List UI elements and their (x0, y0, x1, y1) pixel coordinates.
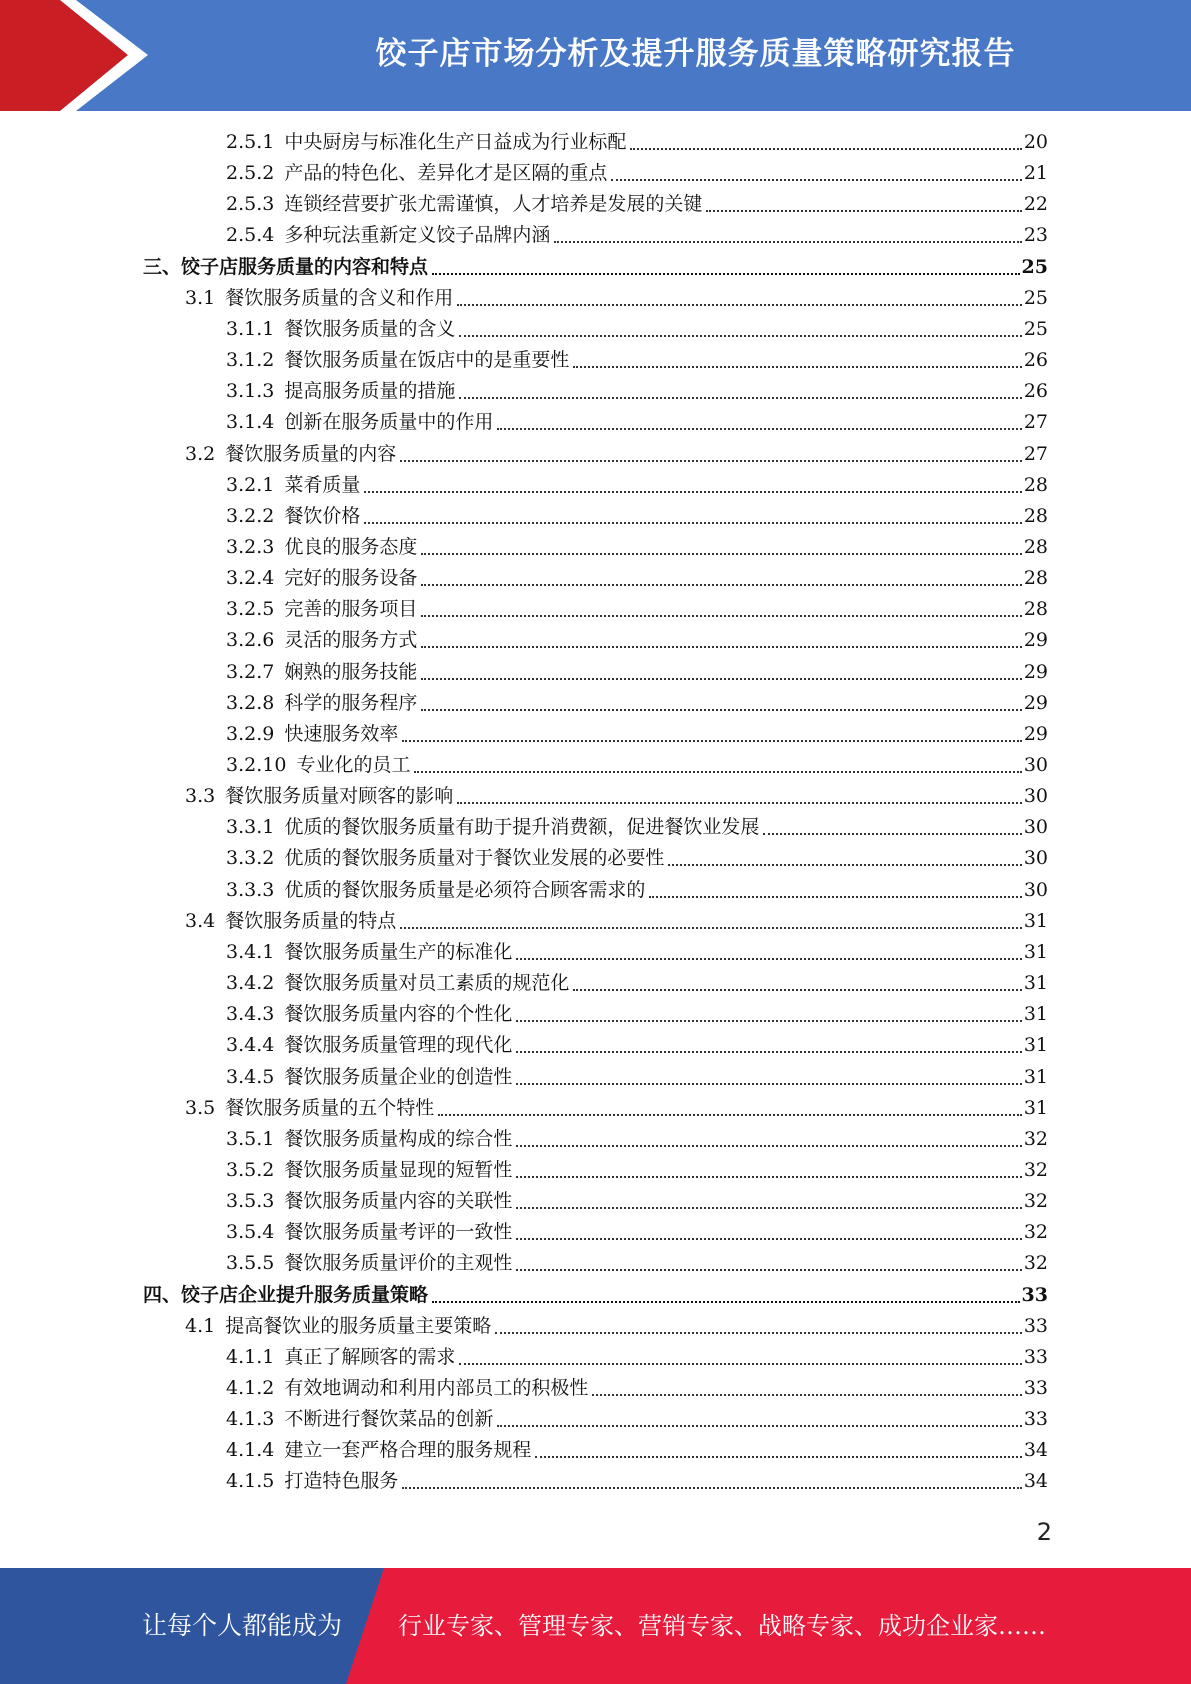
toc-entry-page: 29 (1023, 629, 1048, 652)
toc-entry-number: 3.1.1 (226, 317, 275, 340)
toc-entry-title: 餐饮服务质量构成的综合性 (284, 1127, 513, 1150)
toc-entry-page: 32 (1023, 1127, 1048, 1150)
toc-entry-number: 2.5.4 (226, 224, 275, 247)
toc-entry-number: 3.4.3 (226, 1003, 275, 1026)
toc-entry-title: 餐饮服务质量考评的一致性 (284, 1221, 513, 1244)
toc-entry[interactable] (226, 1435, 1048, 1466)
toc-entry-number: 3.1.3 (226, 380, 275, 403)
toc-entry[interactable] (226, 470, 1048, 501)
toc-dot-leader (364, 491, 1021, 493)
toc-entry-number: 3.2 (185, 442, 216, 465)
toc-entry-page: 25 (1021, 255, 1048, 278)
toc-entry[interactable] (226, 1030, 1048, 1061)
toc-entry[interactable] (226, 376, 1048, 407)
toc-entry-page: 31 (1023, 940, 1048, 963)
toc-entry[interactable] (226, 1342, 1048, 1373)
toc-entry-title: 餐饮服务质量企业的创造性 (284, 1065, 513, 1088)
toc-entry-title: 餐饮服务质量的五个特性 (225, 1096, 435, 1119)
toc-entry-title: 菜肴质量 (284, 473, 361, 496)
toc-entry-page: 21 (1023, 162, 1048, 185)
toc-entry-number: 3.5.4 (226, 1221, 275, 1244)
toc-entry[interactable] (185, 1093, 1048, 1124)
toc-entry-number: 3.5.5 (226, 1252, 275, 1275)
toc-entry[interactable] (226, 1062, 1048, 1093)
toc-entry-number: 3.2.6 (226, 629, 275, 652)
toc-dot-leader (495, 1332, 1022, 1334)
toc-entry-title: 优质的餐饮服务质量有助于提升消费额，促进餐饮业发展 (284, 816, 760, 839)
toc-entry-page: 30 (1023, 847, 1048, 870)
toc-entry-number: 3.2.9 (226, 722, 275, 745)
footer-slogan-right: 行业专家、管理专家、营销专家、战略专家、成功企业家…… (398, 1612, 1046, 1640)
toc-entry-page: 25 (1023, 317, 1048, 340)
toc-entry-number: 3.4.4 (226, 1034, 275, 1057)
toc-entry-page: 33 (1023, 1377, 1048, 1399)
toc-entry-number: 3.1.2 (226, 349, 275, 372)
toc-entry-page: 28 (1023, 535, 1048, 558)
toc-entry[interactable] (226, 563, 1048, 594)
toc-entry-page: 30 (1023, 754, 1048, 776)
toc-entry-page: 32 (1023, 1190, 1048, 1213)
toc-entry[interactable] (226, 625, 1048, 656)
toc-entry-number: 3.4.5 (226, 1065, 275, 1088)
toc-dot-leader (516, 1145, 1021, 1147)
toc-dot-leader (497, 1425, 1021, 1427)
toc-entry[interactable] (226, 937, 1048, 968)
toc-dot-leader (516, 1238, 1021, 1240)
toc-entry[interactable] (143, 1280, 1048, 1311)
toc-entry-title: 餐饮服务质量对员工素质的规范化 (284, 972, 570, 995)
toc-entry-title: 专业化的员工 (296, 754, 411, 776)
toc-entry-title: 完好的服务设备 (284, 567, 418, 590)
toc-entry-number: 3.2.4 (226, 567, 275, 590)
toc-entry-number: 3.3.3 (226, 878, 275, 901)
toc-dot-leader (497, 428, 1021, 430)
toc-entry-page: 27 (1023, 442, 1048, 465)
toc-entry-title: 优质的餐饮服务质量是必须符合顾客需求的 (284, 878, 646, 901)
toc-dot-leader (573, 989, 1021, 991)
toc-entry-number: 4.1.2 (226, 1377, 275, 1399)
toc-entry[interactable] (226, 1217, 1048, 1248)
toc-entry-number: 3.5.2 (226, 1158, 275, 1181)
toc-entry-page: 31 (1023, 972, 1048, 995)
toc-entry[interactable] (226, 532, 1048, 563)
toc-dot-leader (414, 771, 1021, 773)
toc-entry-number: 3.4 (185, 909, 216, 932)
toc-entry-title: 餐饮服务质量对顾客的影响 (225, 785, 454, 808)
toc-entry-title: 优质的餐饮服务质量对于餐饮业发展的必要性 (284, 847, 665, 870)
toc-entry[interactable] (226, 719, 1048, 750)
toc-entry-title: 餐饮服务质量在饭店中的是重要性 (284, 349, 570, 372)
toc-dot-leader (457, 304, 1022, 306)
toc-entry[interactable] (226, 127, 1048, 158)
toc-entry[interactable] (226, 1248, 1048, 1279)
toc-entry-number: 3.5 (185, 1096, 216, 1119)
toc-entry[interactable] (226, 407, 1048, 438)
toc-entry-number: 3.1 (185, 286, 216, 309)
toc-dot-leader (438, 1114, 1022, 1116)
toc-entry-number: 3.1.4 (226, 411, 275, 434)
toc-entry[interactable] (226, 158, 1048, 189)
toc-dot-leader (516, 1083, 1021, 1085)
toc-entry-title: 餐饮服务质量生产的标准化 (284, 940, 513, 963)
toc-dot-leader (516, 1269, 1021, 1271)
toc-entry-title: 真正了解顾客的需求 (284, 1345, 456, 1368)
toc-dot-leader (649, 896, 1021, 898)
toc-dot-leader (554, 241, 1021, 243)
toc-entry-title: 餐饮服务质量内容的个性化 (284, 1003, 513, 1026)
toc-entry-number: 2.5.2 (226, 162, 275, 185)
toc-entry[interactable] (226, 1373, 1048, 1404)
toc-entry-page: 33 (1023, 1345, 1048, 1368)
toc-dot-leader (402, 1487, 1021, 1489)
toc-dot-leader (459, 397, 1021, 399)
toc-entry[interactable] (226, 875, 1048, 906)
toc-entry-number: 2.5.3 (226, 193, 275, 216)
toc-entry-title: 多种玩法重新定义饺子品牌内涵 (284, 224, 551, 247)
toc-entry[interactable] (226, 657, 1048, 688)
toc-entry[interactable] (226, 1155, 1048, 1186)
toc-entry[interactable] (226, 688, 1048, 719)
toc-entry-page: 33 (1021, 1283, 1048, 1306)
toc-entry[interactable] (226, 1466, 1048, 1497)
toc-entry[interactable] (226, 750, 1048, 781)
toc-entry-page: 20 (1023, 131, 1048, 153)
toc-dot-leader (535, 1456, 1021, 1458)
toc-entry-title: 餐饮服务质量管理的现代化 (284, 1034, 513, 1057)
toc-entry[interactable] (143, 252, 1048, 283)
toc-entry-page: 31 (1023, 1034, 1048, 1057)
toc-entry-page: 32 (1023, 1252, 1048, 1275)
toc-entry-number: 3.4.2 (226, 972, 275, 995)
toc-dot-leader (611, 179, 1021, 181)
toc-entry[interactable] (226, 843, 1048, 874)
toc-entry[interactable] (226, 501, 1048, 532)
toc-entry[interactable] (226, 968, 1048, 999)
toc-entry-page: 31 (1023, 1096, 1048, 1119)
toc-dot-leader (516, 1207, 1021, 1209)
toc-entry-title: 科学的服务程序 (284, 691, 418, 714)
page-number: 2 (1036, 1518, 1052, 1546)
toc-entry-number: 4.1.3 (226, 1408, 275, 1431)
toc-entry-page: 30 (1023, 785, 1048, 808)
toc-entry-page: 34 (1023, 1470, 1048, 1493)
toc-dot-leader (459, 335, 1021, 337)
toc-entry-number: 3.2.3 (226, 535, 275, 558)
toc-entry-title: 餐饮服务质量的含义 (284, 317, 456, 340)
toc-entry-number: 3.3 (185, 785, 216, 808)
report-header (0, 0, 1191, 111)
toc-entry[interactable] (185, 1311, 1048, 1342)
toc-dot-leader (421, 584, 1021, 586)
toc-dot-leader (516, 1176, 1021, 1178)
toc-dot-leader (432, 1301, 1020, 1303)
toc-entry-title: 打造特色服务 (284, 1470, 399, 1493)
toc-entry-page: 34 (1023, 1439, 1048, 1462)
toc-entry-number: 3.2.5 (226, 598, 275, 621)
toc-entry-page: 30 (1023, 816, 1048, 839)
toc-entry-title: 完善的服务项目 (284, 598, 418, 621)
toc-entry-number: 4.1.4 (226, 1439, 275, 1462)
toc-entry-title: 提高服务质量的措施 (284, 380, 456, 403)
toc-entry-title: 建立一套严格合理的服务规程 (284, 1439, 532, 1462)
toc-entry-page: 22 (1023, 193, 1048, 216)
report-title: 饺子店市场分析及提升服务质量策略研究报告 (375, 35, 1016, 72)
toc-entry-page: 29 (1023, 660, 1048, 683)
toc-entry-page: 23 (1023, 224, 1048, 247)
toc-entry[interactable] (185, 439, 1048, 470)
toc-entry-number: 3.4.1 (226, 940, 275, 963)
toc-dot-leader (516, 1051, 1021, 1053)
toc-entry-page: 29 (1023, 722, 1048, 745)
toc-entry[interactable] (226, 1186, 1048, 1217)
toc-dot-leader (400, 460, 1022, 462)
toc-dot-leader (400, 927, 1022, 929)
toc-entry-number: 3.3.1 (226, 816, 275, 839)
toc-entry-page: 28 (1023, 473, 1048, 496)
toc-entry-page: 31 (1023, 1065, 1048, 1088)
toc-entry-page: 32 (1023, 1158, 1048, 1181)
toc-dot-leader (421, 646, 1021, 648)
toc-entry-number: 4.1 (185, 1314, 216, 1337)
toc-entry-page: 33 (1023, 1314, 1048, 1337)
toc-entry-page: 27 (1023, 411, 1048, 434)
toc-entry-title: 餐饮服务质量的特点 (225, 909, 397, 932)
toc-entry[interactable] (226, 1404, 1048, 1435)
toc-entry[interactable] (226, 1124, 1048, 1155)
footer-slogan-left: 让每个人都能成为 (142, 1611, 343, 1640)
toc-entry-title: 中央厨房与标准化生产日益成为行业标配 (284, 131, 627, 153)
toc-entry-page: 28 (1023, 598, 1048, 621)
toc-dot-leader (457, 802, 1022, 804)
toc-entry-number: 3.2.1 (226, 473, 275, 496)
toc-entry-page: 30 (1023, 878, 1048, 901)
toc-entry-number: 3.2.2 (226, 504, 275, 527)
toc-entry-page: 25 (1023, 286, 1048, 309)
toc-entry-title: 餐饮价格 (284, 504, 361, 527)
toc-entry[interactable] (226, 594, 1048, 625)
toc-entry-title: 有效地调动和利用内部员工的积极性 (284, 1377, 589, 1399)
toc-entry-page: 26 (1023, 380, 1048, 403)
toc-entry-title: 快速服务效率 (284, 722, 399, 745)
toc-entry[interactable] (185, 781, 1048, 812)
toc-entry-title: 餐饮服务质量显现的短暂性 (284, 1158, 513, 1181)
toc-entry-title: 灵活的服务方式 (284, 629, 418, 652)
toc-entry-title: 餐饮服务质量评价的主观性 (284, 1252, 513, 1275)
toc-entry-number: 3.3.2 (226, 847, 275, 870)
toc-entry-number: 3.5.1 (226, 1127, 275, 1150)
toc-entry-number: 4.1.1 (226, 1345, 275, 1368)
toc-dot-leader (592, 1394, 1021, 1396)
toc-dot-leader (421, 553, 1021, 555)
toc-entry-page: 26 (1023, 349, 1048, 372)
toc-entry-number: 3.2.10 (226, 754, 287, 776)
footer-banner (0, 1568, 1191, 1684)
toc-entry-title: 四、饺子店企业提升服务质量策略 (143, 1283, 429, 1306)
toc-dot-leader (630, 148, 1021, 150)
toc-entry-page: 32 (1023, 1221, 1048, 1244)
toc-entry-page: 33 (1023, 1408, 1048, 1431)
toc-entry-title: 产品的特色化、差异化才是区隔的重点 (284, 162, 608, 185)
toc-entry-number: 3.2.8 (226, 691, 275, 714)
toc-dot-leader (516, 958, 1021, 960)
toc-entry-title: 连锁经营要扩张尤需谨慎，人才培养是发展的关键 (284, 193, 703, 216)
toc-entry[interactable] (185, 283, 1048, 314)
toc-entry-page: 29 (1023, 691, 1048, 714)
toc-entry-title: 创新在服务质量中的作用 (284, 411, 494, 434)
toc-entry[interactable] (226, 345, 1048, 376)
red-chevron-decoration (0, 0, 160, 111)
toc-entry[interactable] (226, 189, 1048, 220)
toc-entry[interactable] (226, 314, 1048, 345)
toc-entry-number: 4.1.5 (226, 1470, 275, 1493)
toc-entry[interactable] (226, 220, 1048, 251)
toc-entry-page: 31 (1023, 909, 1048, 932)
toc-dot-leader (432, 273, 1020, 275)
toc-entry-title: 三、饺子店服务质量的内容和特点 (143, 255, 429, 278)
toc-entry[interactable] (226, 812, 1048, 843)
toc-dot-leader (402, 740, 1021, 742)
toc-dot-leader (706, 210, 1021, 212)
toc-entry-title: 优良的服务态度 (284, 535, 418, 558)
toc-entry-number: 3.2.7 (226, 660, 275, 683)
toc-entry-title: 提高餐饮业的服务质量主要策略 (225, 1314, 492, 1337)
toc-entry-title: 娴熟的服务技能 (284, 660, 418, 683)
toc-entry-number: 2.5.1 (226, 131, 275, 153)
toc-entry-page: 28 (1023, 567, 1048, 590)
toc-entry-page: 28 (1023, 504, 1048, 527)
toc-dot-leader (421, 678, 1021, 680)
toc-dot-leader (668, 864, 1021, 866)
toc-dot-leader (421, 615, 1021, 617)
toc-entry-title: 餐饮服务质量内容的关联性 (284, 1190, 513, 1213)
toc-entry-page: 31 (1023, 1003, 1048, 1026)
toc-entry-number: 3.5.3 (226, 1190, 275, 1213)
toc-dot-leader (573, 366, 1021, 368)
toc-dot-leader (459, 1363, 1021, 1365)
toc-entry[interactable] (185, 906, 1048, 937)
toc-dot-leader (421, 709, 1021, 711)
toc-entry-title: 不断进行餐饮菜品的创新 (284, 1408, 494, 1431)
toc-entry[interactable] (226, 999, 1048, 1030)
toc-dot-leader (516, 1020, 1021, 1022)
toc-entry-title: 餐饮服务质量的内容 (225, 442, 397, 465)
toc-entry-title: 餐饮服务质量的含义和作用 (225, 286, 454, 309)
toc-dot-leader (364, 522, 1021, 524)
toc-dot-leader (763, 833, 1021, 835)
